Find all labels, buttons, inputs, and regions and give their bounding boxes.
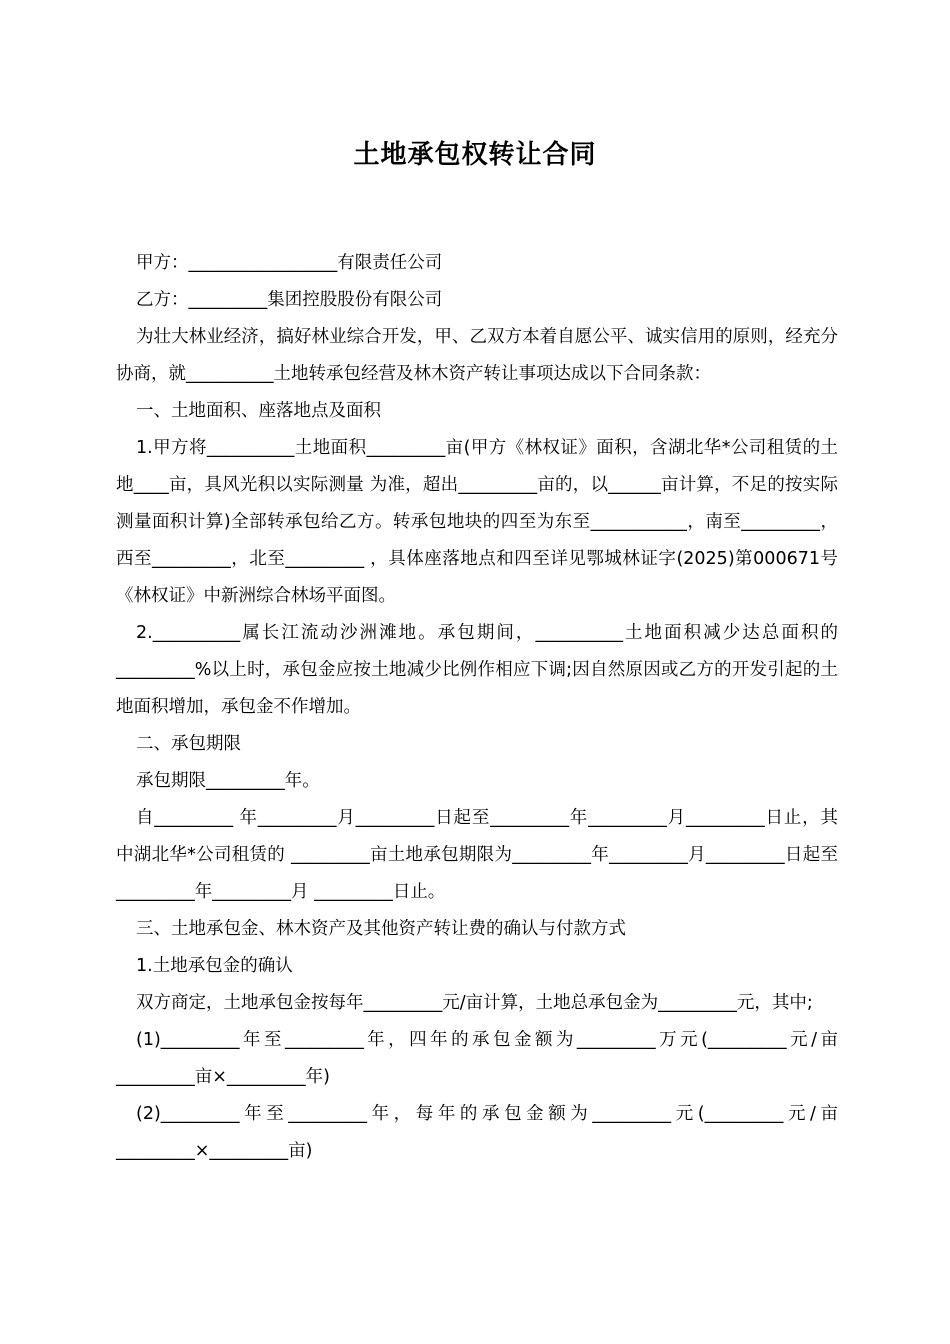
clause-1-2: 2.__________属长江流动沙洲滩地。承包期间，__________土地面积减少达总面积的_________%以上时，承包金应按土地减少比例作相应下调;因自然原因或乙方的开发引起的土地面积增加，承包金不作增加。 (116, 623, 838, 717)
rent-item-2: (2)_________年至_________年，每年的承包金额为_________元(_________元/亩_________×_________亩) (116, 1104, 838, 1161)
term-years-line: 承包期限_________年。 (136, 771, 320, 791)
rent-agreement-paragraph: 双方商定，土地承包金按每年_________元/亩计算，土地总承包金为_________元，其中; (136, 993, 813, 1013)
clause-1-1: 1.甲方将__________土地面积_________亩(甲方《林权证》面积，含湖北华*公司租赁的土地____亩，具风光积以实际测量 为准，超出_________亩的，以______亩计算，不足的按实际测量面积计算)全部转承包给乙方。转承包地块的四至为东至___________，南至_________，西至_________，北至_________ ，具体座落地点和四至详见鄂城林证字(2025)第000671号《林权证》中新洲综合林场平面图。 (116, 438, 838, 606)
party-b-line: 乙方：_________集团控股股份有限公司 (136, 290, 443, 310)
term-dates-paragraph: 自_________ 年_________月_________日起至_________年_________月_________日止，其中湖北华*公司租赁的 _________亩土地承包期限为_________年_________月_________日起至_________年_________月 _________日止。 (116, 808, 838, 902)
section-2-heading: 二、承包期限 (136, 734, 241, 754)
section-3-heading: 三、土地承包金、林木资产及其他资产转让费的确认与付款方式 (136, 919, 626, 939)
preamble-paragraph: 为壮大林业经济，搞好林业综合开发，甲、乙双方本着自愿公平、诚实信用的原则，经充分协商，就__________土地转承包经营及林木资产转让事项达成以下合同条款： (116, 327, 838, 384)
party-a-line: 甲方：_________________有限责任公司 (136, 253, 443, 273)
document-body (116, 245, 838, 1170)
section-1-heading: 一、土地面积、座落地点及面积 (136, 401, 381, 421)
document-title: 土地承包权转让合同 (353, 140, 597, 170)
clause-3-1-heading: 1.土地承包金的确认 (136, 956, 293, 976)
rent-item-1: (1)_________年至_________年，四年的承包金额为_________万元(_________元/亩_________亩×_________年) (116, 1030, 838, 1087)
